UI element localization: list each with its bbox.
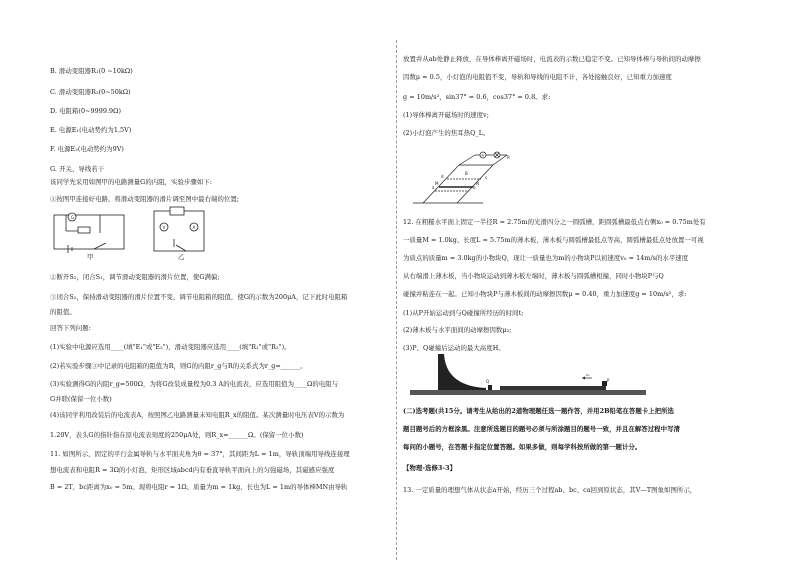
problem-11-line-3: B = 2T，bc距离为x₀ = 5m。现将电阻r = 1Ω、质量为m = 1kg、长也为L = 1m的导体棒MN由导轨	[50, 483, 348, 491]
incline-rail-figure	[413, 147, 523, 207]
question-3-line-2: G并联(保留一位小数)	[50, 395, 112, 403]
procedure-step-3-line-1: ③闭合S₂，保持滑动变阻器的滑片位置不变，调节电阻箱的阻值，使G的示数为200μA，记下此时电阻箱	[50, 293, 348, 301]
svg-text:V: V	[162, 225, 166, 230]
problem-11-question-1: (1)导体棒离开磁场时的速度v;	[403, 111, 489, 119]
figure-label-yi: 乙	[178, 253, 185, 261]
elective-heading: 【物理-选修3-3】	[403, 464, 457, 472]
circuit-diagram-jia	[50, 207, 130, 257]
elective-section-line-3: 每问的小题号，在答题卡指定位置答题。如果多做，则每学科按所做的第一题计分。	[403, 443, 642, 451]
fig-label-M: M	[435, 181, 439, 186]
problem-11-cont-line-1: 放置并从ab处静止释放，在导体棒离开磁场时，电流表的示数已稳定不变。已知导体棒与导轨间的动摩擦	[403, 55, 701, 63]
svg-text:A: A	[481, 153, 484, 158]
column-divider	[396, 40, 397, 560]
fig-label-Q: Q	[486, 379, 490, 384]
question-3-line-1: (3)实验测得G的内阻r_g=500Ω，为将G改装成量程为0.3 A的电流表，应选用阻值为____Ω的电阻与	[50, 380, 339, 388]
problem-11-cont-line-2: 因数μ = 0.5，小灯泡的电阻值不变，导轨和导线的电阻不计，各处接触良好，已知重力加速度	[403, 73, 672, 81]
problem-12-line-2: 一质量M = 1.0kg、长度L = 5.75m的薄木板，薄木板与圆弧槽最低点等高，圆弧槽最低点处放置一可视	[403, 236, 704, 244]
problem-11-line-1: 11. 如图所示，固定的平行金属导轨与水平面夹角为θ = 37°，其间距为L = 1m，导轨顶端用导线连接理	[50, 450, 350, 458]
question-2: (2)若实验步骤③中记录的电阻箱的阻值为R，则G的内阻r_g与R的关系式为r_g=______。	[50, 362, 307, 370]
elective-section-line-1: (二)选考题(共15分。请考生从给出的2道物理题任选一题作答，并用2B铅笔在答题卡上把所选	[403, 407, 674, 415]
problem-12-line-1: 12. 在粗糙水平面上固定一半径R = 2.75m的光滑四分之一圆弧槽，距圆弧槽最低点右侧x₀ = 0.75m处有	[403, 218, 706, 226]
question-4-line-1: (4)该同学利用改装后的电流表A，按照图乙电路测量未知电阻R_x的阻值。某次测量时电压表V的示数为	[50, 411, 345, 419]
problem-11-question-2: (2)小灯泡产生的焦耳热Q_L。	[403, 129, 490, 137]
question-1: (1)实验中电源应选用____(填"E₁"或"E₂")，滑动变阻器应选用____(填"R₁"或"R₂")。	[50, 343, 291, 351]
problem-11-line-2: 想电流表和电阻R = 3Ω的小灯泡，矩形区域abcd内有垂直导轨平面向上的匀强磁场，其磁感应强度	[50, 466, 335, 474]
problem-13-line-1: 13. 一定质量的理想气体从状态a开始，经历三个过程ab、bc、ca回到原状态，其V—T图象如图所示，	[403, 486, 697, 494]
equipment-D: D. 电阻箱(0~9999.9Ω)	[50, 107, 122, 115]
equipment-C: C. 滑动变阻器R₂(0~50kΩ)	[50, 88, 131, 96]
procedure-step-2: ②断开S₂，闭合S₁，调节滑动变阻器的滑片位置，使G满偏;	[50, 273, 220, 281]
problem-12-line-4: 从右端滑上薄木板，当小物块运动到薄木板左端时，薄木板与圆弧槽相撞，同时小物块P与Q	[403, 272, 664, 280]
svg-text:G: G	[71, 215, 75, 220]
fig-label-N: N	[476, 181, 479, 186]
problem-12-question-1: (1)从P开始运动到与Q碰撞所经历的时间t;	[403, 309, 524, 317]
equipment-G: G. 开关、导线若干	[50, 165, 105, 173]
problem-11-cont-line-3: g = 10m/s²，sin37° = 0.6，cos37° = 0.8。求:	[403, 93, 551, 101]
problem-12-line-3: 为质点的质量m = 3.0kg的小物块Q，现让一质量也为m的小物块P以初速度v₀ = 14m/s的水平速度	[403, 254, 689, 262]
equipment-B: B. 滑动变阻器R₁(0 ~10kΩ)	[50, 67, 133, 75]
answer-intro: 回答下列问题:	[50, 324, 91, 332]
fig-label-v0: v₀	[586, 373, 590, 377]
svg-text:A: A	[192, 225, 196, 230]
equipment-E: E. 电源E₁(电动势约为1.5V)	[50, 126, 132, 134]
circuit-diagram-yi	[150, 205, 210, 259]
procedure-step-1: ①按图甲连接好电路，将滑动变阻器的滑片调至图中最右端的位置;	[50, 195, 239, 203]
procedure-step-3-line-2: 的阻值。	[50, 308, 76, 316]
problem-12-question-2: (2)薄木板与水平面间的动摩擦因数μ₂;	[403, 326, 512, 334]
fig-label-a: a	[432, 185, 435, 190]
figure-label-jia: 甲	[87, 253, 94, 261]
arc-groove-board-figure	[408, 350, 648, 396]
fig-label-B: B	[465, 171, 468, 176]
procedure-intro: 该同学先采用如图甲的电路测量G的内阻，实验步骤如下:	[50, 178, 212, 186]
fig-label-b: b	[473, 185, 476, 190]
equipment-F: F. 电源E₂(电动势约为9V)	[50, 145, 124, 153]
fig-label-R: R	[507, 155, 510, 160]
question-4-line-2: 1.20V，表头G的指针指在原电流表刻度的250μA处，则R_x=______Ω。(保留一位小数)	[50, 431, 304, 439]
fig-label-P: P	[607, 378, 610, 383]
fig-label-c: c	[485, 175, 488, 180]
problem-12-line-5: 碰撞并粘连在一起。已知小物块P与薄木板间的动摩擦因数μ = 0.40，重力加速度g = 10m/s²，求:	[403, 290, 687, 298]
problem-12-question-3: (3)P、Q碰撞后运动的最大高度H。	[403, 344, 505, 352]
fig-label-d: d	[441, 174, 444, 179]
elective-section-line-2: 题目题号后的方框涂黑。注意所选题目的题号必须与所涂题目的题号一致，并且在解答过程中写清	[403, 425, 680, 433]
